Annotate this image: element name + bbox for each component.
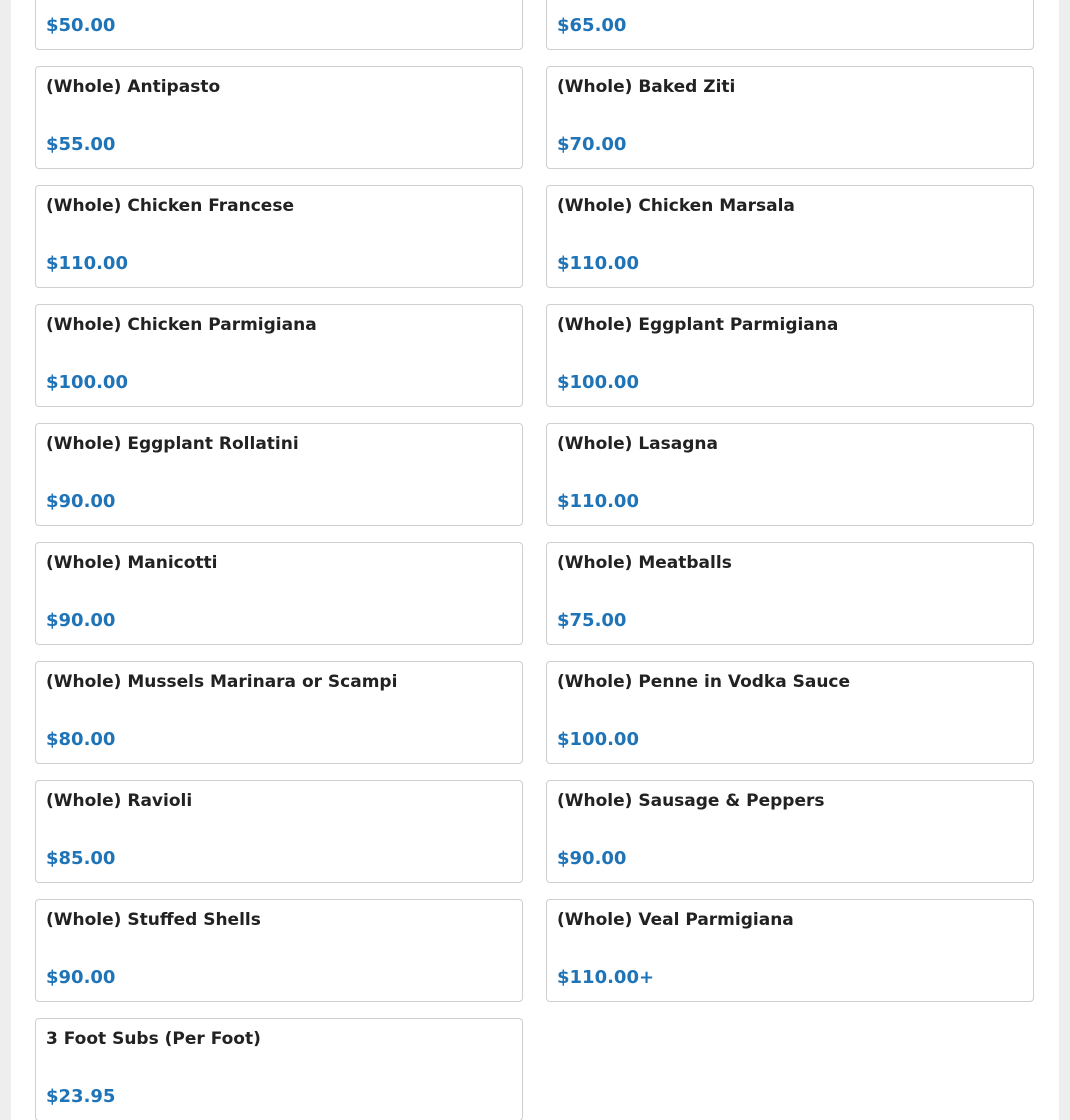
menu-item-price: $110.00: [557, 491, 639, 512]
menu-item-card[interactable]: [546, 542, 1034, 645]
menu-item-name: (Whole) Antipasto: [46, 77, 221, 97]
menu-item-card[interactable]: [35, 423, 523, 526]
menu-item-name: (Whole) Chicken Marsala: [557, 196, 795, 216]
menu-item-price: $80.00: [46, 729, 116, 750]
menu-item-name: (Whole) Eggplant Rollatini: [46, 434, 299, 454]
menu-item-card[interactable]: [546, 0, 1034, 50]
menu-item-price: $90.00: [46, 967, 116, 988]
menu-item-price: $100.00: [46, 372, 128, 393]
menu-item-card[interactable]: [546, 66, 1034, 169]
menu-item-card[interactable]: [546, 304, 1034, 407]
menu-item-price: $75.00: [557, 610, 627, 631]
menu-item-card[interactable]: [546, 423, 1034, 526]
menu-item-name: (Whole) Mussels Marinara or Scampi: [46, 672, 398, 692]
menu-item-price: $100.00: [557, 729, 639, 750]
menu-item-name: (Whole) Manicotti: [46, 553, 218, 573]
menu-item-name: (Whole) Lasagna: [557, 434, 718, 454]
menu-item-price: $55.00: [46, 134, 116, 155]
menu-item-price: $110.00: [557, 253, 639, 274]
menu-item-price: $23.95: [46, 1086, 116, 1107]
menu-item-price: $90.00: [557, 848, 627, 869]
menu-item-name: (Whole) Baked Ziti: [557, 77, 736, 97]
menu-item-name: (Whole) Ravioli: [46, 791, 193, 811]
menu-item-price: $90.00: [46, 610, 116, 631]
menu-item-card[interactable]: [35, 66, 523, 169]
menu-item-name: (Whole) Meatballs: [557, 553, 732, 573]
menu-item-price: $65.00: [557, 15, 627, 36]
menu-item-card[interactable]: [546, 780, 1034, 883]
menu-item-grid: [35, 0, 1034, 1120]
menu-item-card[interactable]: [35, 899, 523, 1002]
menu-item-name: (Whole) Sausage & Peppers: [557, 791, 825, 811]
menu-item-card[interactable]: [546, 185, 1034, 288]
menu-item-card[interactable]: [35, 1018, 523, 1120]
menu-item-card[interactable]: [35, 542, 523, 645]
menu-item-card[interactable]: [546, 661, 1034, 764]
menu-page: [11, 0, 1059, 1120]
menu-item-name: (Whole) Stuffed Shells: [46, 910, 261, 930]
menu-item-name: (Whole) Chicken Parmigiana: [46, 315, 317, 335]
menu-item-price: $110.00+: [557, 967, 655, 988]
menu-item-card[interactable]: [546, 899, 1034, 1002]
menu-item-name: (Whole) Penne in Vodka Sauce: [557, 672, 851, 692]
menu-item-price: $50.00: [46, 15, 116, 36]
menu-item-price: $90.00: [46, 491, 116, 512]
menu-item-name: 3 Foot Subs (Per Foot): [46, 1029, 261, 1049]
menu-item-price: $70.00: [557, 134, 627, 155]
menu-item-card[interactable]: [35, 661, 523, 764]
menu-item-card[interactable]: [35, 304, 523, 407]
menu-item-name: (Whole) Chicken Francese: [46, 196, 294, 216]
menu-item-price: $100.00: [557, 372, 639, 393]
menu-item-price: $110.00: [46, 253, 128, 274]
menu-item-name: (Whole) Eggplant Parmigiana: [557, 315, 839, 335]
menu-item-price: $85.00: [46, 848, 116, 869]
menu-item-card[interactable]: [35, 185, 523, 288]
menu-item-name: (Whole) Veal Parmigiana: [557, 910, 794, 930]
menu-item-card[interactable]: [35, 780, 523, 883]
menu-item-card[interactable]: [35, 0, 523, 50]
